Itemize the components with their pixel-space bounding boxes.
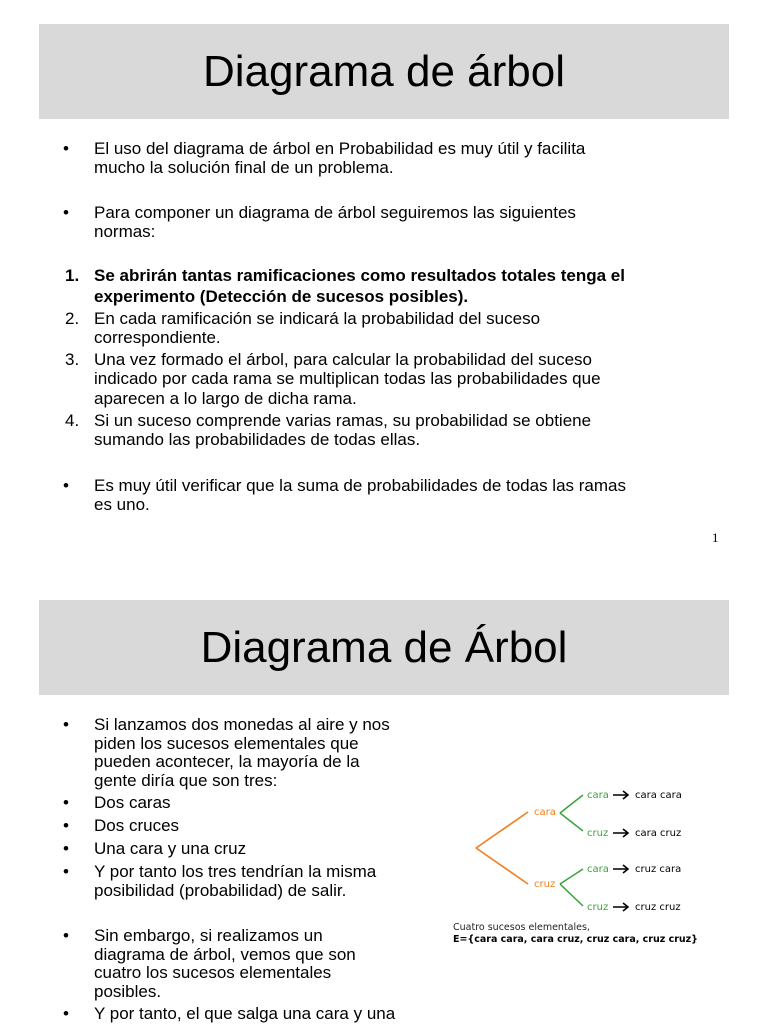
rule-number: 4. bbox=[65, 411, 80, 430]
text-line: experimento (Detección de sucesos posibles). bbox=[94, 287, 469, 306]
slide1-title: Diagrama de árbol bbox=[203, 46, 565, 96]
text-line: Si un suceso comprende varias ramas, su probabilidad se obtiene bbox=[94, 411, 592, 430]
text-line: El uso del diagrama de árbol en Probabilidad es muy útil y facilita bbox=[94, 139, 586, 158]
node-cara: cara bbox=[534, 807, 556, 818]
text-line: Se abrirán tantas ramificaciones como resultados totales tenga el bbox=[94, 266, 625, 285]
text-line: Para componer un diagrama de árbol seguiremos las siguientes bbox=[94, 203, 576, 222]
branch-root-cruz bbox=[476, 848, 528, 884]
text-line: pueden acontecer, la mayoría de la bbox=[94, 752, 360, 771]
branch-cruz-cruz bbox=[560, 884, 583, 906]
branch-cruz-cara bbox=[560, 869, 583, 884]
bullet-mark: • bbox=[63, 926, 69, 945]
text-line: Dos cruces bbox=[94, 816, 180, 835]
text-line: cuatro los sucesos elementales bbox=[94, 963, 332, 982]
branch-cara-cruz bbox=[560, 813, 583, 831]
bullet-mark: • bbox=[63, 1004, 69, 1023]
arrow-icon bbox=[613, 829, 628, 837]
text-line: piden los sucesos elementales que bbox=[94, 734, 359, 753]
outcome-2: cara cruz bbox=[635, 828, 682, 839]
text-line: Es muy útil verificar que la suma de probabilidades de todas las ramas bbox=[94, 476, 626, 495]
bullet-mark: • bbox=[63, 816, 69, 835]
bullet-mark: • bbox=[63, 139, 69, 158]
text-line: aparecen a lo largo de dicha rama. bbox=[94, 389, 357, 408]
leaf-label-2: cruz bbox=[587, 828, 609, 839]
page-number: 1 bbox=[712, 530, 719, 545]
arrow-icon bbox=[613, 791, 628, 799]
text-line: Sin embargo, si realizamos un bbox=[94, 926, 323, 945]
tree-diagram bbox=[448, 780, 728, 950]
text-line: sumando las probabilidades de todas ellas. bbox=[94, 430, 421, 449]
text-line: Una vez formado el árbol, para calcular la probabilidad del suceso bbox=[94, 350, 593, 369]
text-line: posibles. bbox=[94, 982, 162, 1001]
slide2-title-band bbox=[39, 600, 729, 695]
text-line: Y por tanto los tres tendrían la misma bbox=[94, 862, 377, 881]
branch-root-cara bbox=[476, 812, 528, 848]
tree-caption-line1: Cuatro sucesos elementales, bbox=[453, 922, 590, 933]
bullet-mark: • bbox=[63, 839, 69, 858]
text-line: En cada ramificación se indicará la probabilidad del suceso bbox=[94, 309, 541, 328]
text-line: mucho la solución final de un problema. bbox=[94, 158, 394, 177]
arrow-icon bbox=[613, 865, 628, 873]
text-line: Si lanzamos dos monedas al aire y nos bbox=[94, 715, 390, 734]
text-line: gente diría que son tres: bbox=[94, 771, 278, 790]
text-line: normas: bbox=[94, 222, 156, 241]
outcome-3: cruz cara bbox=[635, 864, 682, 875]
rule-number: 2. bbox=[65, 309, 80, 328]
bullet-mark: • bbox=[63, 203, 69, 222]
tree-caption-line2: E={cara cara, cara cruz, cruz cara, cruz cruz} bbox=[453, 934, 698, 945]
branch-cara-cara bbox=[560, 795, 583, 813]
text-line: indicado por cada rama se multiplican todas las probabilidades que bbox=[94, 369, 601, 388]
bullet-mark: • bbox=[63, 715, 69, 734]
slide2-title: Diagrama de Árbol bbox=[200, 622, 568, 672]
bullet-mark: • bbox=[63, 793, 69, 812]
text-line: posibilidad (probabilidad) de salir. bbox=[94, 881, 347, 900]
leaf-label-4: cruz bbox=[587, 902, 609, 913]
node-cruz: cruz bbox=[534, 879, 556, 890]
text-line: correspondiente. bbox=[94, 328, 221, 347]
slide1-title-band bbox=[39, 24, 729, 119]
outcome-1: cara cara bbox=[635, 790, 682, 801]
text-line: Dos caras bbox=[94, 793, 171, 812]
text-line: Y por tanto, el que salga una cara y una bbox=[94, 1004, 396, 1023]
rule-number: 3. bbox=[65, 350, 80, 369]
outcome-4: cruz cruz bbox=[635, 902, 681, 913]
text-line: diagrama de árbol, vemos que son bbox=[94, 945, 356, 964]
arrow-icon bbox=[613, 903, 628, 911]
leaf-label-1: cara bbox=[587, 790, 609, 801]
leaf-label-3: cara bbox=[587, 864, 609, 875]
bullet-mark: • bbox=[63, 862, 69, 881]
text-line: es uno. bbox=[94, 495, 150, 514]
bullet-mark: • bbox=[63, 476, 69, 495]
text-line: Una cara y una cruz bbox=[94, 839, 247, 858]
rule-number: 1. bbox=[65, 266, 80, 285]
